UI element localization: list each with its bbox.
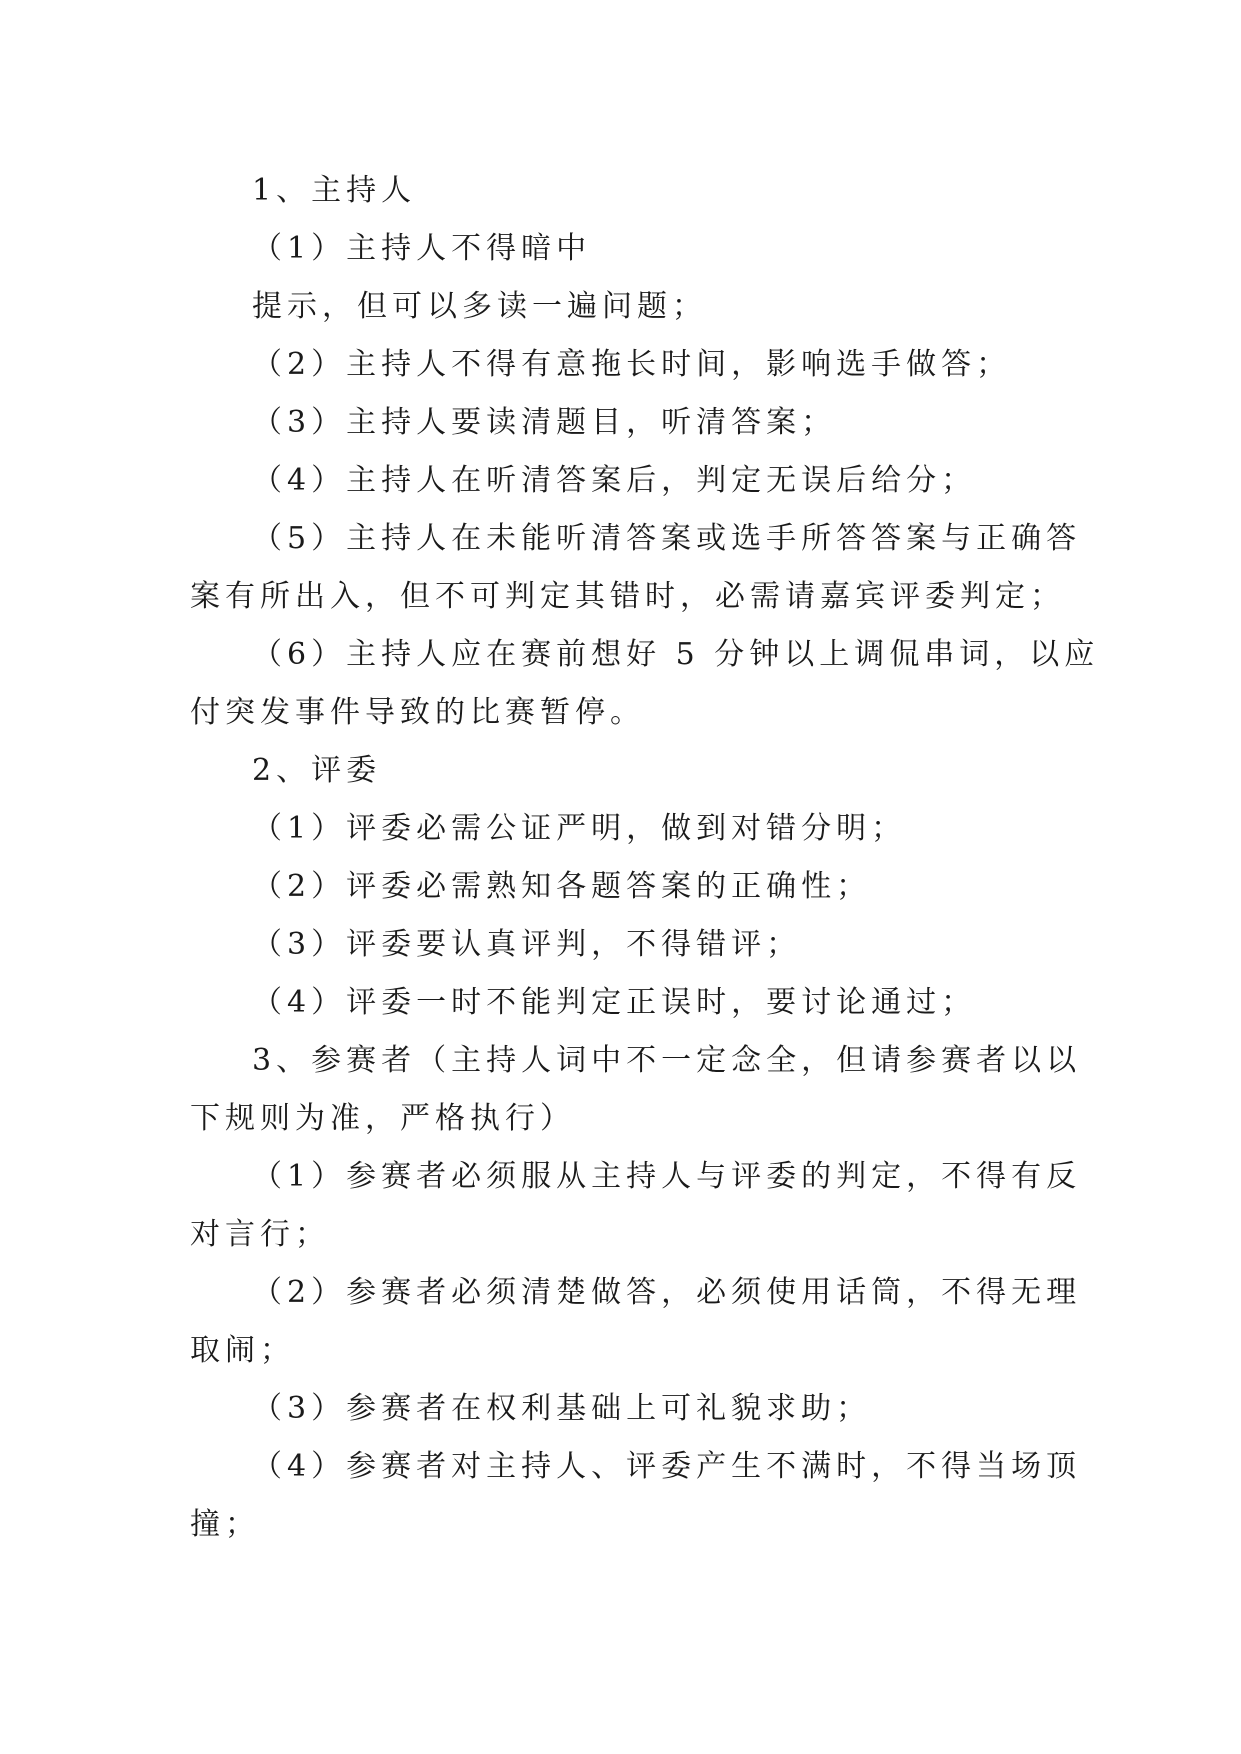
paragraph-line: 撞； — [190, 1507, 260, 1542]
paragraph-line: 对言行； — [190, 1217, 330, 1252]
section-heading-judges: 2、评委 — [252, 753, 382, 788]
paragraph-line: （1）评委必需公证严明，做到对错分明； — [252, 811, 907, 846]
paragraph-line: （2）评委必需熟知各题答案的正确性； — [252, 869, 872, 904]
paragraph-line: （1）主持人不得暗中 — [252, 231, 592, 266]
paragraph-line: （6）主持人应在赛前想好 5 分钟以上调侃串词，以应 — [252, 637, 1100, 672]
paragraph-line: （1）参赛者必须服从主持人与评委的判定，不得有反 — [252, 1159, 1082, 1194]
paragraph-line: （3）参赛者在权利基础上可礼貌求助； — [252, 1391, 872, 1426]
paragraph-line: （2）参赛者必须清楚做答，必须使用话筒，不得无理 — [252, 1275, 1082, 1310]
paragraph-line: 付突发事件导致的比赛暂停。 — [190, 695, 645, 730]
paragraph-line: 下规则为准，严格执行） — [190, 1101, 575, 1136]
paragraph-line: （4）参赛者对主持人、评委产生不满时，不得当场顶 — [252, 1449, 1082, 1484]
paragraph-line: 案有所出入，但不可判定其错时，必需请嘉宾评委判定； — [190, 579, 1065, 614]
paragraph-line: （3）评委要认真评判，不得错评； — [252, 927, 802, 962]
paragraph-line: （4）评委一时不能判定正误时，要讨论通过； — [252, 985, 977, 1020]
paragraph-line: （2）主持人不得有意拖长时间，影响选手做答； — [252, 347, 1012, 382]
paragraph-line: （4）主持人在听清答案后，判定无误后给分； — [252, 463, 977, 498]
section-heading-host: 1、主持人 — [252, 173, 417, 208]
paragraph-line: （5）主持人在未能听清答案或选手所答答案与正确答 — [252, 521, 1082, 556]
paragraph-line: 取闹； — [190, 1333, 295, 1368]
paragraph-line: （3）主持人要读清题目，听清答案； — [252, 405, 837, 440]
section-heading-contestants: 3、参赛者（主持人词中不一定念全，但请参赛者以以 — [252, 1043, 1082, 1078]
paragraph-line: 提示，但可以多读一遍问题； — [252, 289, 707, 324]
document-body — [190, 162, 1100, 1554]
